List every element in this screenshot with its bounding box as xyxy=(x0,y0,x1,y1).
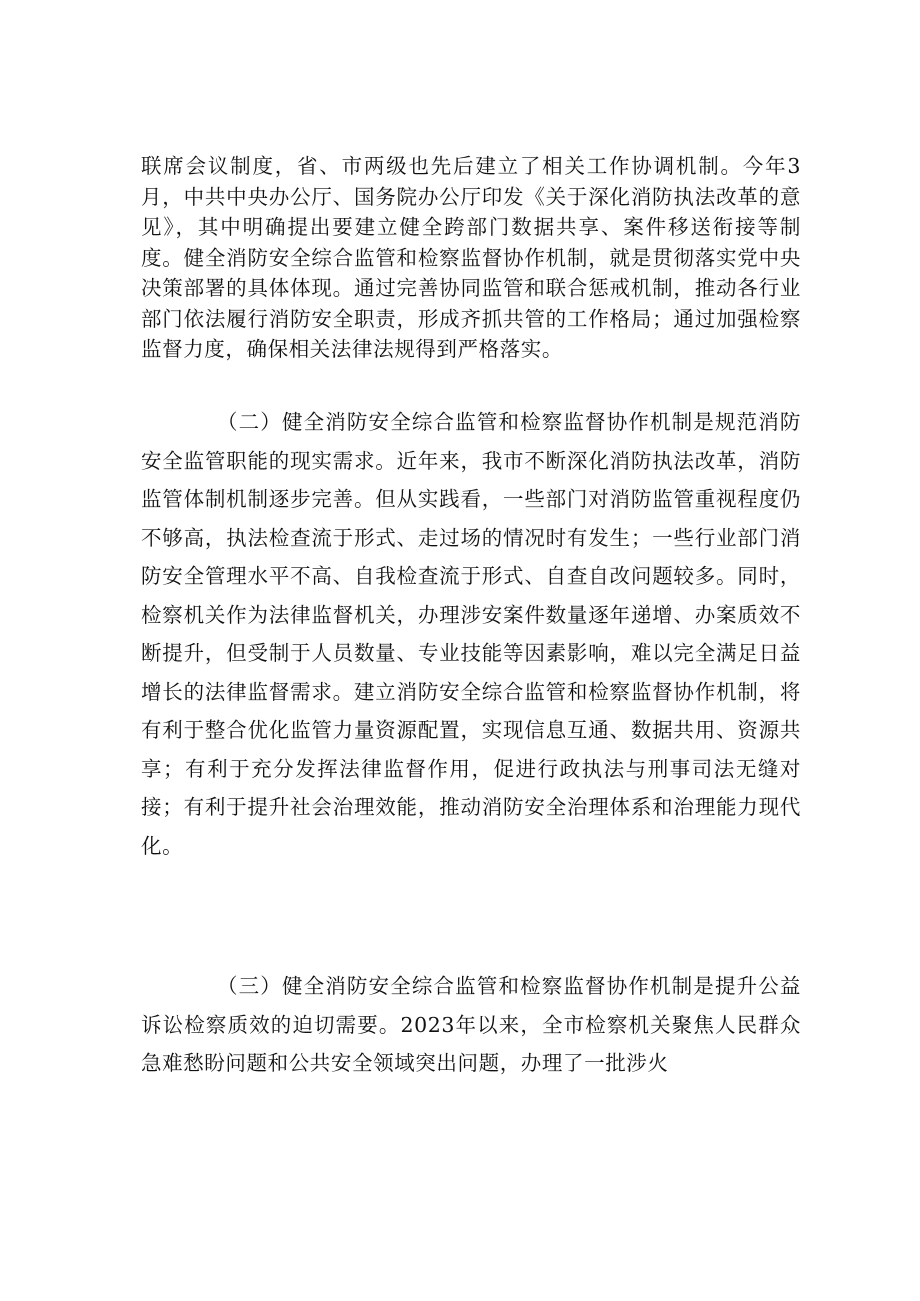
paragraph-2: （二）健全消防安全综合监管和检察监督协作机制是规范消防安全监管职能的现实需求。近年来，我市不断深化消防执法改革，消防监管体制机制逐步完善。但从实践看，一些部门对消防监管重视程度仍不够高，执法检查流于形式、走过场的情况时有发生；一些行业部门消防安全管理水平不高、自我检查流于形式、自查自改问题较多。同时，检察机关作为法律监督机关，办理涉安案件数量逐年递增、办案质效不断提升，但受制于人员数量、专业技能等因素影响，难以完全满足日益增长的法律监督需求。建立消防安全综合监管和检察监督协作机制，将有利于整合优化监管力量资源配置，实现信息互通、数据共用、资源共享；有利于充分发挥法律监督作用，促进行政执法与刑事司法无缝对接；有利于提升社会治理效能，推动消防安全治理体系和治理能力现代化。 xyxy=(141,410,801,858)
paragraph-3: （三）健全消防安全综合监管和检察监督协作机制是提升公益诉讼检察质效的迫切需要。2023年以来，全市检察机关聚焦人民群众急难愁盼问题和公共安全领域突出问题，办理了一批涉火 xyxy=(141,974,801,1075)
paragraph-1: 联席会议制度，省、市两级也先后建立了相关工作协调机制。今年3月，中共中央办公厅、国务院办公厅印发《关于深化消防执法改革的意见》，其中明确提出要建立健全跨部门数据共享、案件移送衔接等制度。健全消防安全综合监管和检察监督协作机制，就是贯彻落实党中央决策部署的具体体现。通过完善协同监管和联合惩戒机制，推动各行业部门依法履行消防安全职责，形成齐抓共管的工作格局；通过加强检察监督力度，确保相关法律法规得到严格落实。 xyxy=(141,154,801,361)
